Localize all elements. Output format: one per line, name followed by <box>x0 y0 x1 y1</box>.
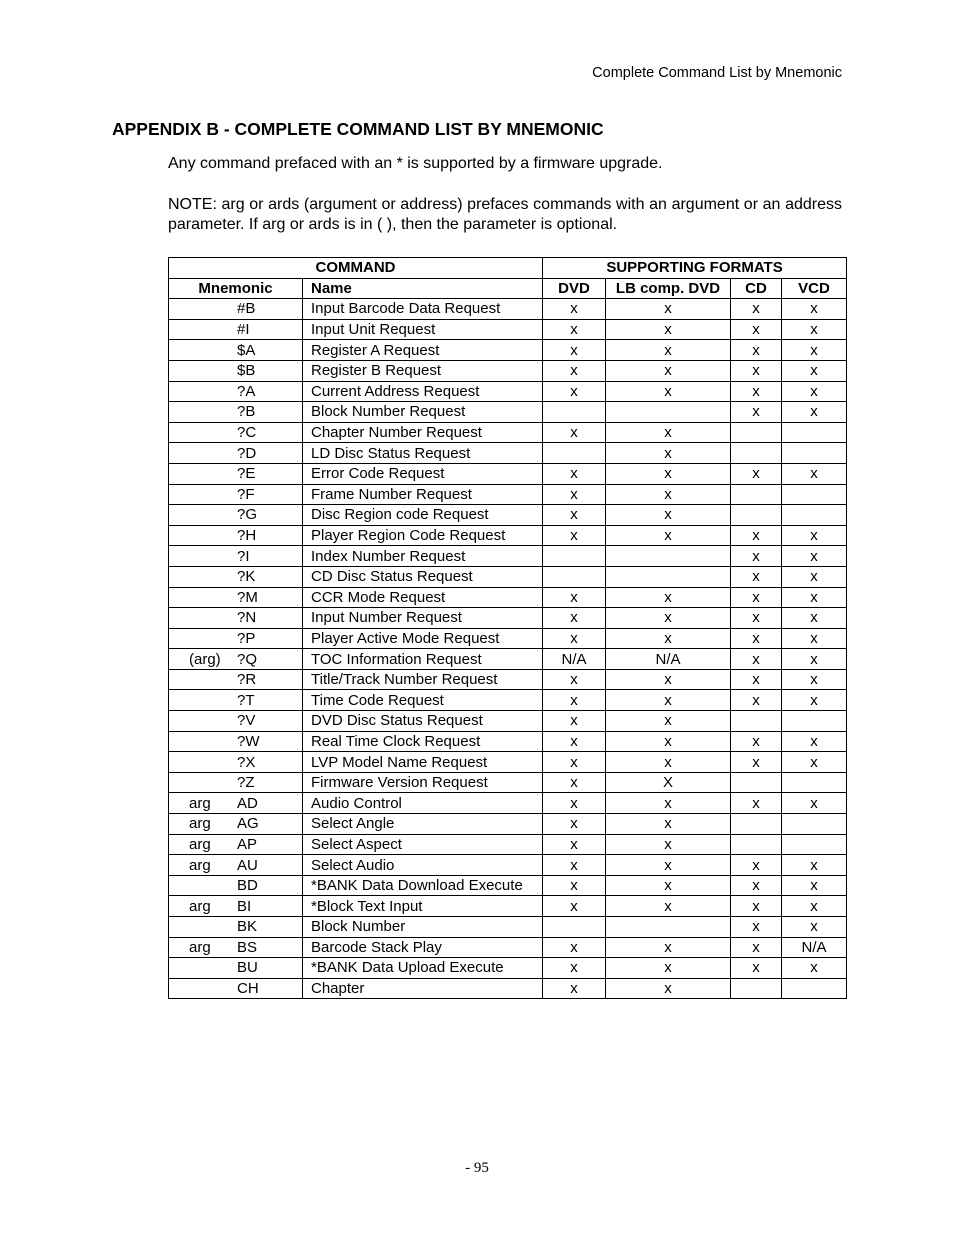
command-name: Register B Request <box>303 360 543 381</box>
vcd-support: x <box>782 628 847 649</box>
table-row <box>169 484 847 505</box>
command-name: Select Aspect <box>303 834 543 855</box>
lb-support: x <box>606 422 731 443</box>
cd-support: x <box>731 360 782 381</box>
cd-support: x <box>731 587 782 608</box>
mnemonic-code: AP <box>237 835 258 853</box>
table-row <box>169 628 847 649</box>
dvd-support: x <box>543 855 606 876</box>
command-name: CD Disc Status Request <box>303 566 543 587</box>
mnemonic-cell <box>169 340 303 361</box>
table-row <box>169 360 847 381</box>
lb-support: N/A <box>606 649 731 670</box>
lb-support: x <box>606 834 731 855</box>
command-name: Chapter <box>303 978 543 999</box>
dvd-support: x <box>543 896 606 917</box>
vcd-support: x <box>782 793 847 814</box>
vcd-support <box>782 711 847 732</box>
mnemonic-cell <box>169 814 303 835</box>
vcd-support: x <box>782 896 847 917</box>
mnemonic-cell <box>169 319 303 340</box>
dvd-support: x <box>543 834 606 855</box>
lb-support: x <box>606 690 731 711</box>
table-row <box>169 443 847 464</box>
vcd-support: x <box>782 855 847 876</box>
lb-support: x <box>606 711 731 732</box>
mnemonic-code: BU <box>237 959 258 977</box>
mnemonic-code: AD <box>237 794 258 812</box>
mnemonic-cell <box>169 711 303 732</box>
lb-support: x <box>606 463 731 484</box>
command-name: TOC Information Request <box>303 649 543 670</box>
dvd-support: x <box>543 340 606 361</box>
cd-support <box>731 505 782 526</box>
mnemonic-cell <box>169 608 303 629</box>
lb-column-header: LB comp. DVD <box>606 278 731 299</box>
mnemonic-code: ?D <box>237 444 257 462</box>
table-row <box>169 772 847 793</box>
cd-support <box>731 484 782 505</box>
cd-support: x <box>731 731 782 752</box>
cd-support: x <box>731 855 782 876</box>
lb-support: x <box>606 793 731 814</box>
page-number: - 95 <box>465 1160 489 1176</box>
cd-support: x <box>731 628 782 649</box>
command-name: *Block Text Input <box>303 896 543 917</box>
table-row <box>169 587 847 608</box>
mnemonic-cell <box>169 628 303 649</box>
dvd-support: x <box>543 505 606 526</box>
vcd-support: x <box>782 566 847 587</box>
table-row <box>169 711 847 732</box>
vcd-support: x <box>782 381 847 402</box>
appendix-title: APPENDIX B - COMPLETE COMMAND LIST BY MNEMONIC <box>112 119 604 139</box>
mnemonic-cell <box>169 834 303 855</box>
command-name: *BANK Data Download Execute <box>303 875 543 896</box>
mnemonic-code: ?W <box>237 732 260 750</box>
table-row <box>169 855 847 876</box>
command-name: Frame Number Request <box>303 484 543 505</box>
dvd-support: x <box>543 525 606 546</box>
mnemonic-cell <box>169 855 303 876</box>
vcd-support: x <box>782 360 847 381</box>
lb-support: x <box>606 628 731 649</box>
table-row <box>169 731 847 752</box>
mnemonic-code: AG <box>237 815 259 833</box>
vcd-support <box>782 772 847 793</box>
dvd-support: x <box>543 875 606 896</box>
mnemonic-cell <box>169 587 303 608</box>
mnemonic-code: ?E <box>237 465 256 483</box>
command-name: Input Number Request <box>303 608 543 629</box>
command-name: Register A Request <box>303 340 543 361</box>
lb-support: x <box>606 937 731 958</box>
table-row <box>169 669 847 690</box>
mnemonic-cell <box>169 649 303 670</box>
command-group-header: COMMAND <box>169 258 543 279</box>
lb-support: x <box>606 505 731 526</box>
vcd-support: x <box>782 608 847 629</box>
cd-support: x <box>731 875 782 896</box>
mnemonic-cell <box>169 896 303 917</box>
dvd-support: x <box>543 978 606 999</box>
mnemonic-code: ?T <box>237 691 255 709</box>
table-row <box>169 340 847 361</box>
lb-support <box>606 917 731 938</box>
vcd-support <box>782 484 847 505</box>
mnemonic-cell <box>169 875 303 896</box>
argument-prefix: arg <box>189 897 211 915</box>
vcd-support: x <box>782 669 847 690</box>
cd-support: x <box>731 958 782 979</box>
vcd-support <box>782 814 847 835</box>
lb-support: x <box>606 360 731 381</box>
mnemonic-cell <box>169 299 303 320</box>
dvd-support: x <box>543 711 606 732</box>
lb-support: x <box>606 484 731 505</box>
mnemonic-code: ?G <box>237 506 258 524</box>
mnemonic-column-header: Mnemonic <box>169 278 303 299</box>
command-name: Audio Control <box>303 793 543 814</box>
mnemonic-code: ?V <box>237 712 256 730</box>
vcd-support: x <box>782 402 847 423</box>
table-row <box>169 381 847 402</box>
lb-support: x <box>606 978 731 999</box>
command-rows <box>169 299 847 999</box>
command-name: *BANK Data Upload Execute <box>303 958 543 979</box>
table-row <box>169 525 847 546</box>
mnemonic-cell <box>169 917 303 938</box>
mnemonic-cell <box>169 937 303 958</box>
cd-support: x <box>731 299 782 320</box>
mnemonic-cell <box>169 978 303 999</box>
dvd-support: x <box>543 319 606 340</box>
intro-paragraph: Any command prefaced with an * is supported by a firmware upgrade. <box>168 155 663 172</box>
command-name: Real Time Clock Request <box>303 731 543 752</box>
dvd-support: x <box>543 381 606 402</box>
mnemonic-cell <box>169 381 303 402</box>
cd-support: x <box>731 649 782 670</box>
mnemonic-code: #I <box>237 321 250 339</box>
mnemonic-cell <box>169 669 303 690</box>
command-name: Input Barcode Data Request <box>303 299 543 320</box>
dvd-support: x <box>543 772 606 793</box>
table-row <box>169 422 847 443</box>
table-row <box>169 978 847 999</box>
command-name: Time Code Request <box>303 690 543 711</box>
lb-support: x <box>606 443 731 464</box>
dvd-support: x <box>543 587 606 608</box>
lb-support <box>606 566 731 587</box>
mnemonic-code: ?R <box>237 671 257 689</box>
cd-support: x <box>731 319 782 340</box>
mnemonic-cell <box>169 566 303 587</box>
command-table <box>168 257 847 999</box>
cd-support: x <box>731 381 782 402</box>
cd-support: x <box>731 937 782 958</box>
command-name: Block Number <box>303 917 543 938</box>
mnemonic-cell <box>169 484 303 505</box>
table-row <box>169 917 847 938</box>
vcd-support: x <box>782 587 847 608</box>
table-row <box>169 566 847 587</box>
vcd-support: x <box>782 340 847 361</box>
mnemonic-code: ?Q <box>237 650 258 668</box>
vcd-support: x <box>782 752 847 773</box>
cd-support: x <box>731 546 782 567</box>
mnemonic-cell <box>169 752 303 773</box>
command-name: LD Disc Status Request <box>303 443 543 464</box>
mnemonic-code: ?N <box>237 609 257 627</box>
cd-support: x <box>731 752 782 773</box>
lb-support: x <box>606 340 731 361</box>
command-name: Player Active Mode Request <box>303 628 543 649</box>
argument-prefix: arg <box>189 815 211 833</box>
table-row <box>169 937 847 958</box>
vcd-support <box>782 505 847 526</box>
cd-support: x <box>731 896 782 917</box>
mnemonic-cell <box>169 958 303 979</box>
command-name: Firmware Version Request <box>303 772 543 793</box>
table-row <box>169 402 847 423</box>
mnemonic-code: ?M <box>237 588 258 606</box>
cd-support: x <box>731 690 782 711</box>
table-row <box>169 608 847 629</box>
command-name: Input Unit Request <box>303 319 543 340</box>
vcd-column-header: VCD <box>782 278 847 299</box>
cd-support <box>731 422 782 443</box>
table-row <box>169 463 847 484</box>
lb-support: x <box>606 669 731 690</box>
vcd-support: x <box>782 690 847 711</box>
vcd-support: x <box>782 731 847 752</box>
cd-support <box>731 711 782 732</box>
dvd-support: x <box>543 422 606 443</box>
command-name: Current Address Request <box>303 381 543 402</box>
mnemonic-cell <box>169 731 303 752</box>
dvd-support: x <box>543 937 606 958</box>
mnemonic-code: ?K <box>237 568 256 586</box>
dvd-support: x <box>543 752 606 773</box>
mnemonic-code: ?H <box>237 527 257 545</box>
table-row <box>169 319 847 340</box>
lb-support: x <box>606 875 731 896</box>
mnemonic-code: ?X <box>237 753 256 771</box>
mnemonic-code: ?Z <box>237 774 255 792</box>
table-row <box>169 752 847 773</box>
group-header-row <box>169 258 847 279</box>
mnemonic-code: ?B <box>237 403 256 421</box>
command-name: Disc Region code Request <box>303 505 543 526</box>
command-name: DVD Disc Status Request <box>303 711 543 732</box>
command-name: Title/Track Number Request <box>303 669 543 690</box>
mnemonic-code: $B <box>237 362 256 380</box>
command-name: Index Number Request <box>303 546 543 567</box>
mnemonic-cell <box>169 463 303 484</box>
lb-support: x <box>606 814 731 835</box>
table-row <box>169 875 847 896</box>
mnemonic-cell <box>169 422 303 443</box>
cd-support: x <box>731 340 782 361</box>
table-row <box>169 814 847 835</box>
vcd-support <box>782 422 847 443</box>
cd-support: x <box>731 402 782 423</box>
lb-support: X <box>606 772 731 793</box>
dvd-support: x <box>543 669 606 690</box>
command-name: Block Number Request <box>303 402 543 423</box>
command-name: Select Angle <box>303 814 543 835</box>
mnemonic-cell <box>169 546 303 567</box>
mnemonic-code: ?I <box>237 547 250 565</box>
mnemonic-code: ?F <box>237 485 255 503</box>
cd-support <box>731 834 782 855</box>
vcd-support: N/A <box>782 937 847 958</box>
table-row <box>169 505 847 526</box>
cd-support: x <box>731 463 782 484</box>
dvd-support <box>543 917 606 938</box>
command-name: Error Code Request <box>303 463 543 484</box>
mnemonic-cell <box>169 505 303 526</box>
lb-support <box>606 546 731 567</box>
dvd-support: x <box>543 484 606 505</box>
vcd-support: x <box>782 463 847 484</box>
mnemonic-code: ?A <box>237 382 256 400</box>
dvd-support <box>543 546 606 567</box>
dvd-support: x <box>543 731 606 752</box>
mnemonic-code: $A <box>237 341 256 359</box>
mnemonic-code: ?P <box>237 629 256 647</box>
vcd-support: x <box>782 958 847 979</box>
lb-support: x <box>606 608 731 629</box>
table-row <box>169 299 847 320</box>
argument-prefix: (arg) <box>189 650 221 668</box>
mnemonic-cell <box>169 793 303 814</box>
command-name: Select Audio <box>303 855 543 876</box>
dvd-support <box>543 402 606 423</box>
dvd-support: x <box>543 299 606 320</box>
mnemonic-code: BD <box>237 877 258 895</box>
column-header-row <box>169 278 847 299</box>
argument-prefix: arg <box>189 835 211 853</box>
mnemonic-cell <box>169 360 303 381</box>
cd-support <box>731 443 782 464</box>
dvd-support: x <box>543 360 606 381</box>
table-row <box>169 649 847 670</box>
argument-prefix: arg <box>189 794 211 812</box>
name-column-header: Name <box>303 278 543 299</box>
command-name: Barcode Stack Play <box>303 937 543 958</box>
mnemonic-cell <box>169 443 303 464</box>
argument-prefix: arg <box>189 856 211 874</box>
formats-group-header: SUPPORTING FORMATS <box>543 258 847 279</box>
cd-support: x <box>731 525 782 546</box>
table-row <box>169 896 847 917</box>
lb-support: x <box>606 896 731 917</box>
dvd-support: x <box>543 628 606 649</box>
table-row <box>169 690 847 711</box>
mnemonic-code: ?C <box>237 424 257 442</box>
dvd-support <box>543 566 606 587</box>
dvd-support: x <box>543 958 606 979</box>
running-header: Complete Command List by Mnemonic <box>592 65 842 81</box>
vcd-support: x <box>782 917 847 938</box>
dvd-support <box>543 443 606 464</box>
command-name: Player Region Code Request <box>303 525 543 546</box>
dvd-support: x <box>543 608 606 629</box>
mnemonic-code: #B <box>237 300 256 318</box>
vcd-support <box>782 834 847 855</box>
mnemonic-cell <box>169 402 303 423</box>
dvd-support: N/A <box>543 649 606 670</box>
lb-support: x <box>606 587 731 608</box>
note-paragraph: NOTE: arg or ards (argument or address) prefaces commands with an argument or an address parameter. If arg or ards is in ( ), then the parameter is optional. <box>168 196 842 233</box>
command-name: Chapter Number Request <box>303 422 543 443</box>
vcd-support: x <box>782 525 847 546</box>
table-row <box>169 958 847 979</box>
mnemonic-code: CH <box>237 980 259 998</box>
dvd-column-header: DVD <box>543 278 606 299</box>
lb-support: x <box>606 731 731 752</box>
mnemonic-cell <box>169 525 303 546</box>
dvd-support: x <box>543 690 606 711</box>
table-row <box>169 546 847 567</box>
mnemonic-cell <box>169 690 303 711</box>
cd-column-header: CD <box>731 278 782 299</box>
mnemonic-code: BK <box>237 918 258 936</box>
lb-support: x <box>606 319 731 340</box>
lb-support: x <box>606 752 731 773</box>
table-row <box>169 834 847 855</box>
dvd-support: x <box>543 793 606 814</box>
vcd-support: x <box>782 299 847 320</box>
vcd-support <box>782 443 847 464</box>
dvd-support: x <box>543 463 606 484</box>
cd-support: x <box>731 793 782 814</box>
cd-support: x <box>731 566 782 587</box>
lb-support: x <box>606 855 731 876</box>
lb-support: x <box>606 299 731 320</box>
mnemonic-code: AU <box>237 856 258 874</box>
table-row <box>169 793 847 814</box>
mnemonic-code: BI <box>237 897 252 915</box>
command-name: CCR Mode Request <box>303 587 543 608</box>
dvd-support: x <box>543 814 606 835</box>
argument-prefix: arg <box>189 938 211 956</box>
mnemonic-code: BS <box>237 938 258 956</box>
vcd-support: x <box>782 875 847 896</box>
cd-support: x <box>731 917 782 938</box>
cd-support: x <box>731 669 782 690</box>
command-name: LVP Model Name Request <box>303 752 543 773</box>
vcd-support: x <box>782 546 847 567</box>
mnemonic-cell <box>169 772 303 793</box>
vcd-support: x <box>782 319 847 340</box>
cd-support <box>731 772 782 793</box>
lb-support: x <box>606 525 731 546</box>
cd-support <box>731 978 782 999</box>
cd-support: x <box>731 608 782 629</box>
lb-support: x <box>606 381 731 402</box>
vcd-support <box>782 978 847 999</box>
cd-support <box>731 814 782 835</box>
lb-support: x <box>606 958 731 979</box>
lb-support <box>606 402 731 423</box>
vcd-support: x <box>782 649 847 670</box>
